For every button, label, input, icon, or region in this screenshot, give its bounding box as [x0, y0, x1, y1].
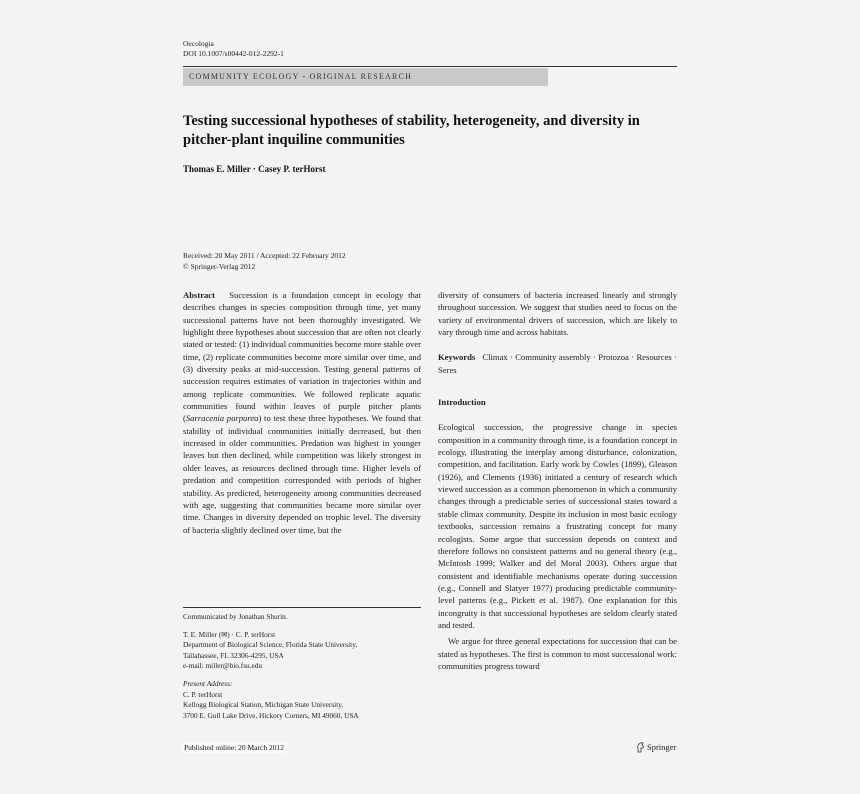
present-address-street: 3700 E. Gull Lake Drive, Hickory Corners, MI 49060, USA [183, 710, 359, 720]
article-title: Testing successional hypotheses of stability, heterogeneity, and diversity in pitcher-plant inquiline communities [183, 113, 640, 148]
present-address-name: C. P. terHorst [183, 689, 223, 699]
left-column [183, 289, 421, 536]
right-column [438, 289, 677, 672]
journal-name: Oecologia [183, 39, 214, 48]
keywords-text: Climax · Community assembly · Protozoa · Resources · Seres [438, 352, 677, 375]
footnote-rule [183, 607, 421, 608]
abstract-label: Abstract [183, 290, 215, 300]
present-address-inst: Kellogg Biological Station, Michigan State University, [183, 700, 344, 710]
abstract-species: Sarracenia purpurea [185, 413, 259, 424]
abstract-text-1: Succession is a foundation concept in ecology that describes changes in species composition through time, yet many successional patterns have not been thoroughly investigated. We highlight three hypotheses about succession that are often not clearly stated or tested: (1) individual communities become more stable over time, (2) replicate communities become more similar over time, and (3) diversity peaks at mid-succession. Testing general patterns of succession requires estimates of variation in trajectories within and among replicate communities. We followed replicate aquatic communities found within leaves of purple pitcher plants ( [183, 290, 421, 424]
author-list: Thomas E. Miller · Casey P. terHorst [183, 164, 326, 174]
affiliation-city: Tallahassee, FL 32306-4295, USA [183, 650, 284, 660]
keywords-label: Keywords [438, 352, 476, 363]
email[interactable]: e-mail: miller@bio.fsu.edu [183, 661, 263, 671]
footnotes [183, 612, 423, 721]
affiliation-dept: Department of Biological Science, Florida State University, [183, 640, 358, 650]
received-accepted: Received: 20 May 2011 / Accepted: 22 February 2012 [183, 251, 346, 260]
published-online: Published online: 20 March 2012 [184, 743, 284, 752]
affiliation-names: T. E. Miller (✉) · C. P. terHorst [183, 629, 276, 639]
abstract-text-2: ) to test these three hypotheses. We found that stability of individual communities initially decreased, but then increased in older communities. Predation was highest in younger leaves but then declined, while competition was likely strongest in older leaves, as resources declined through time. Higher levels of predation and competition corresponded with periods of higher stability. As predicted, heterogeneity among communities decreased with age, suggesting that communities became more similar over time. Changes in diversity depended on trophic level. The diversity of bacteria slightly declined over time, but the [183, 413, 421, 535]
header-rule [183, 66, 677, 67]
communicated-by: Communicated by Jonathan Shurin. [183, 612, 288, 621]
keywords [438, 351, 677, 376]
copyright: © Springer-Verlag 2012 [183, 262, 256, 271]
doi[interactable]: DOI 10.1007/s00442-012-2292-1 [183, 49, 284, 58]
introduction-heading: Introduction [438, 397, 486, 408]
introduction-paragraph-1: Ecological succession, the progressive change in species composition in a community through time, is a foundation concept in ecology, illustrating the interplay among disturbance, colonization, competition, and facilitation. Early work by Cowles (1899), Gleason (1926), and Clements (1936) initiated a century of research which viewed succession as a common phenomenon in which a community changes through a predictable series of successional states toward a stable climax community. Despite its inclusion in most basic ecology textbooks, succession remains a frustrating concept for many ecologists. Some argue that succession depends on context and therefore follows no consistent patterns and no general theory (e.g., McIntosh 1999; Walker and del Moral 2003). Others argue that consistent and identifiable mechanisms operate during succession (e.g., Connell and Slatyer 1977) producing predictable community-level patterns (e.g., Pickett et al. 1987). One explanation for this incongruity is that successional hypotheses are seldom clearly stated and tested. [438, 422, 677, 630]
present-address-label: Present Address: [183, 678, 233, 688]
abstract-continued: diversity of consumers of bacteria increased linearly and strongly throughout succession. We suggest that studies need to focus on the variety of environmental drivers of succession, which are likely to vary through time and across habitats. [438, 290, 677, 338]
publisher-name: Springer [647, 742, 677, 752]
springer-horse-icon [636, 742, 645, 753]
abstract [183, 289, 421, 536]
dates-block [183, 250, 346, 272]
publisher-logo [636, 741, 676, 753]
journal-meta [183, 39, 284, 59]
introduction-paragraph-2: We argue for three general expectations for succession that can be stated as hypotheses. The first is common to most successional work: communities progress toward [438, 636, 677, 671]
section-banner: COMMUNITY ECOLOGY - ORIGINAL RESEARCH [183, 68, 548, 86]
